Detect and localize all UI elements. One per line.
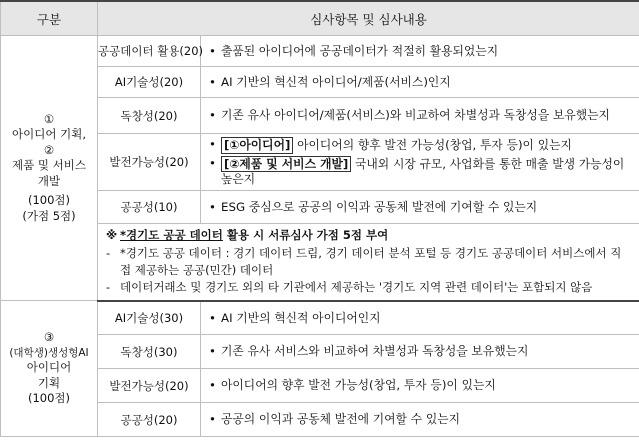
content-text: AI 기반의 혁신적 아이디어인지 xyxy=(221,310,381,325)
table-row xyxy=(1,36,639,67)
product-tag: [②제품 및 서비스 개발] xyxy=(221,156,351,172)
item-label: AI기술성(30) xyxy=(98,301,201,335)
bullet-icon: • xyxy=(209,378,216,393)
bullet-icon: • xyxy=(209,155,216,170)
bullet-icon: • xyxy=(209,137,216,152)
item-label: AI기술성(20) xyxy=(98,67,201,98)
item-label: 발전가능성(20) xyxy=(98,369,201,403)
bullet-icon: • xyxy=(209,199,216,214)
content-text: ESG 중심으로 공공의 이익과 공동체 발전에 기여할 수 있는지 xyxy=(221,199,538,214)
note-title-underlined: *경기도 공공 데이터 xyxy=(120,228,223,243)
content-text: 기존 유사 서비스와 비교하여 차별성과 독창성을 보유했는지 xyxy=(221,344,529,359)
idea-tag: [①아이디어] xyxy=(221,137,293,153)
note-line2: 데이터거래소 및 경기도 외의 타 기관에서 제공하는 '경기도 지역 관련 데이터'는 포함되지 않음 xyxy=(120,280,593,294)
bullet-icon: • xyxy=(209,108,216,123)
content-text: 기존 유사 아이디어/제품(서비스)와 비교하여 차별성과 독창성을 보유했는지 xyxy=(221,108,610,123)
item-label: 공공성(20) xyxy=(98,403,201,437)
note-line1: *경기도 공공 데이터 : 경기 데이터 드림, 경기 데이터 분석 포털 등 경기도 공공데이터 서비스에서 직접 제공하는 공공(민간) 데이터 xyxy=(120,245,622,277)
content-text: 공공의 이익과 공동체 발전에 기여할 수 있는지 xyxy=(221,412,461,427)
bonus-note: ※ *경기도 공공 데이터 활용 시 서류심사 가점 5점 부여 - *경기도 공공 데이터 : 경기 데이터 드림, 경기 데이터 분석 포털 등 경기도 공공데이터 서비스에서 직접 제공하는 공공(민간) 데이터 - 데이터거래소 및 경기도 외의 타 기관에서 제공하는 '경기도 지역 관련 데이터'는 포함되지 않음 xyxy=(98,224,639,301)
table-row xyxy=(1,301,639,335)
group1-line4: 제품 및 서비스 xyxy=(12,158,86,173)
note-mark: ※ xyxy=(106,228,118,243)
group1-line3: ② xyxy=(43,142,55,157)
bullet-icon: • xyxy=(209,310,216,325)
group2-cell xyxy=(1,301,98,437)
bullet-icon: • xyxy=(209,412,216,427)
item-label: 독창성(20) xyxy=(98,98,201,134)
item-content xyxy=(201,191,639,224)
item-content xyxy=(201,403,639,437)
item-label: 공공성(10) xyxy=(98,191,201,224)
content-text: AI 기반의 혁신적 아이디어/제품(서비스)인지 xyxy=(221,74,451,89)
item-content xyxy=(201,98,639,134)
group2-line5: (100점) xyxy=(27,391,71,406)
content-text: 출품된 아이디어에 공공데이터가 적절히 활용되었는지 xyxy=(221,43,499,58)
group2-line1: ③ xyxy=(43,330,55,345)
group2-line4: 기획 xyxy=(37,375,61,390)
content-text: 국내외 시장 규모, 사업화를 통한 매출 발생 가능성이 높은지 xyxy=(221,156,625,187)
bullet-icon: • xyxy=(209,344,216,359)
group1-line6: (100점) xyxy=(27,193,71,208)
header-row xyxy=(1,1,639,36)
item-content xyxy=(201,134,639,191)
header-criteria: 심사항목 및 심사내용 xyxy=(98,1,639,36)
content-text: 아이디어의 향후 발전 가능성(창업, 투자 등)이 있는지 xyxy=(293,138,572,153)
bullet-icon: • xyxy=(209,74,216,89)
header-category: 구분 xyxy=(1,1,98,36)
group1-line7: (가점 5점) xyxy=(22,208,76,223)
item-content xyxy=(201,301,639,335)
bullet-icon: • xyxy=(209,43,216,58)
content-text: 아이디어의 향후 발전 가능성(창업, 투자 등)이 있는지 xyxy=(221,378,496,393)
item-label: 공공데이터 활용(20) xyxy=(98,36,201,67)
group1-line2: 아이디어 기획, xyxy=(12,127,86,142)
group2-line2: (대학생)생성형AI xyxy=(9,346,89,359)
note-title-rest: 활용 시 서류심사 가점 5점 부여 xyxy=(222,228,389,243)
item-label: 발전가능성(20) xyxy=(98,134,201,191)
item-content xyxy=(201,67,639,98)
group1-line1: ① xyxy=(43,111,55,126)
item-content xyxy=(201,335,639,369)
item-label: 독창성(30) xyxy=(98,335,201,369)
item-content xyxy=(201,36,639,67)
group2-line3: 아이디어 xyxy=(26,360,72,375)
item-content xyxy=(201,369,639,403)
group1-line5: 개발 xyxy=(37,173,61,188)
group1-cell xyxy=(1,36,98,301)
